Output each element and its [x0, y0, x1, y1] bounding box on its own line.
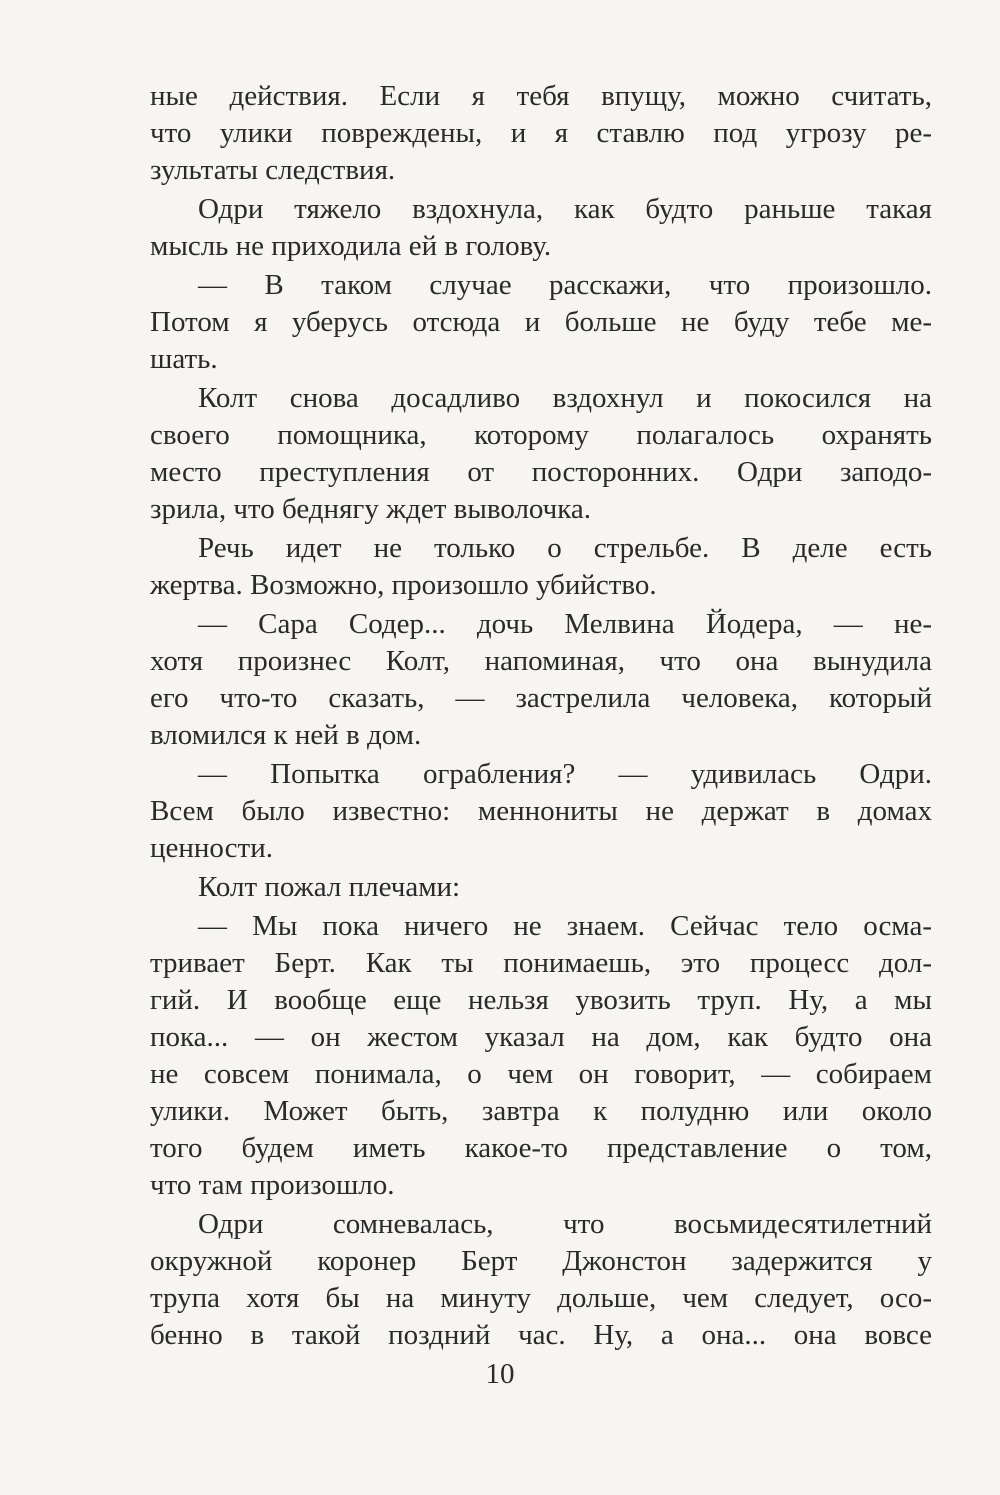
page-number: 10	[485, 1358, 515, 1390]
text-line: зрила, что беднягу ждет выволочка.	[150, 493, 592, 525]
text-line: шать.	[150, 343, 218, 375]
text-line: окружной коронер Берт Джонстон задержится у	[150, 1245, 932, 1277]
text-line: жертва. Возможно, произошло убийство.	[150, 569, 657, 601]
text-line: Колт снова досадливо вздохнул и покосился на	[198, 382, 932, 414]
text-line: — В таком случае расскажи, что произошло.	[198, 269, 932, 301]
text-line: своего помощника, которому полагалось охранять	[150, 419, 932, 451]
body-text	[150, 78, 932, 1354]
text-line: не совсем понимала, о чем он говорит, — собираем	[150, 1058, 932, 1090]
text-line: Колт пожал плечами:	[198, 871, 461, 903]
text-line: гий. И вообще еще нельзя увозить труп. Ну, а мы	[150, 984, 932, 1016]
text-line: ценности.	[150, 832, 273, 864]
text-line: пока... — он жестом указал на дом, как будто она	[150, 1021, 932, 1053]
text-line: того будем иметь какое-то представление о том,	[150, 1132, 932, 1164]
text-line: место преступления от посторонних. Одри заподо-	[150, 456, 932, 488]
text-line: вломился к ней в дом.	[150, 719, 422, 751]
text-line: что улики повреждены, и я ставлю под угрозу ре-	[150, 117, 932, 149]
text-line: его что-то сказать, — застрелила человека, который	[150, 682, 932, 714]
text-line: зультаты следствия.	[150, 154, 396, 186]
text-line: Потом я уберусь отсюда и больше не буду тебе ме-	[150, 306, 932, 338]
text-line: тривает Берт. Как ты понимаешь, это процесс дол-	[150, 947, 932, 979]
text-line: Одри сомневалась, что восьмидесятилетний	[198, 1208, 932, 1240]
text-line: мысль не приходила ей в голову.	[150, 230, 552, 262]
text-line: улики. Может быть, завтра к полудню или около	[150, 1095, 932, 1127]
text-line: Речь идет не только о стрельбе. В деле есть	[198, 532, 932, 564]
text-line: Всем было известно: меннониты не держат в домах	[150, 795, 932, 827]
text-line: что там произошло.	[150, 1169, 395, 1201]
text-line: хотя произнес Колт, напоминая, что она вынудила	[150, 645, 932, 677]
text-line: Одри тяжело вздохнула, как будто раньше такая	[198, 193, 932, 225]
text-line: — Мы пока ничего не знаем. Сейчас тело осма-	[198, 910, 932, 942]
text-line: трупа хотя бы на минуту дольше, чем следует, осо-	[150, 1282, 932, 1314]
text-line: — Попытка ограбления? — удивилась Одри.	[198, 758, 932, 790]
text-line: — Сара Содер... дочь Мелвина Йодера, — не-	[198, 608, 932, 640]
text-line: ные действия. Если я тебя впущу, можно считать,	[150, 80, 932, 112]
text-line: бенно в такой поздний час. Ну, а она... она вовсе	[150, 1319, 932, 1351]
